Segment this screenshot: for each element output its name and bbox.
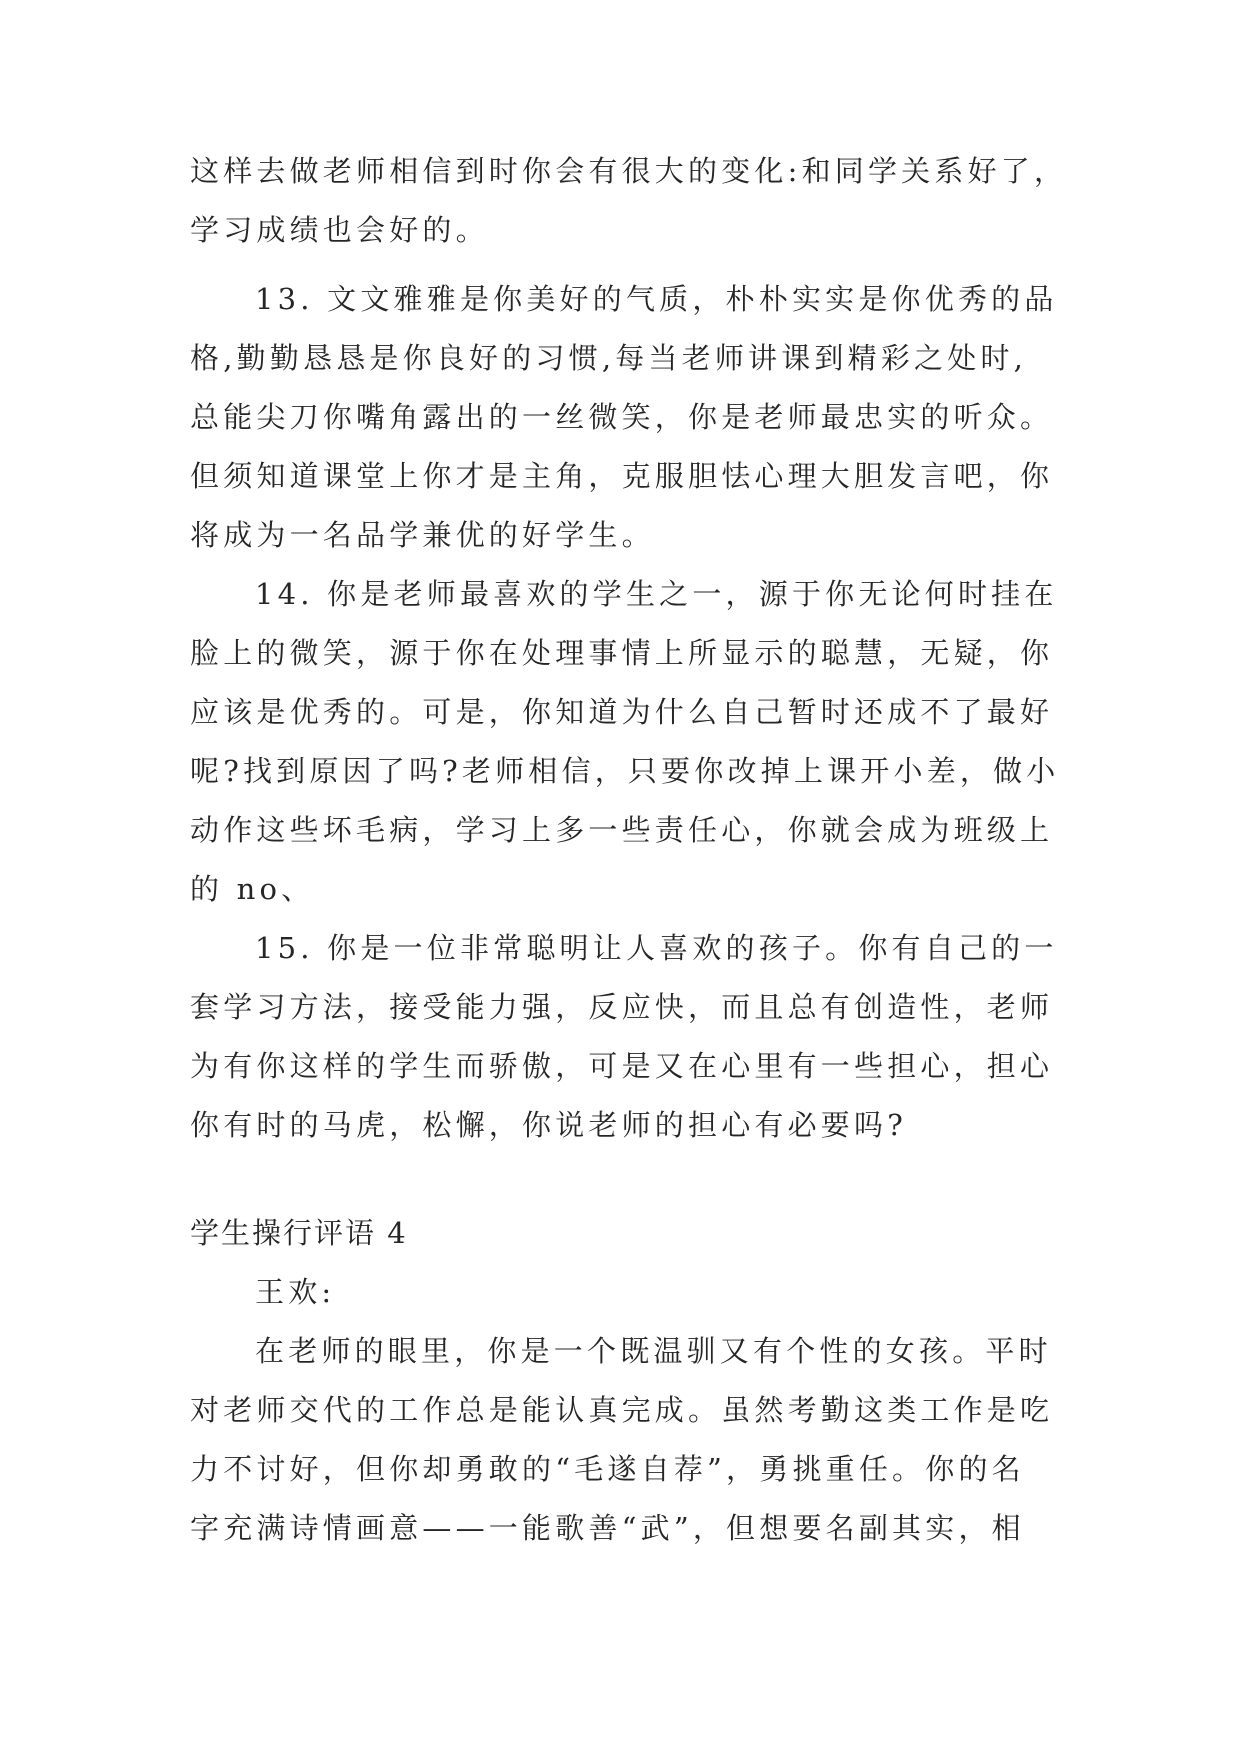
paragraph-14-start: 14. 你是老师最喜欢的学生之一，源于你无论何时挂在 xyxy=(255,577,1058,611)
text-line: 力不讨好，但你却勇敢的“毛遂自荐”，勇挑重任。你的名 xyxy=(190,1452,1025,1486)
text-line: 应该是优秀的。可是，你知道为什么自己暂时还成不了最好 xyxy=(190,695,1054,729)
text-line: 字充满诗情画意——一能歌善“武”，但想要名副其实，相 xyxy=(190,1511,1025,1545)
text-line: 对老师交代的工作总是能认真完成。虽然考勤这类工作是吃 xyxy=(190,1393,1054,1427)
student-name: 王欢: xyxy=(255,1275,336,1309)
text-line: 为有你这样的学生而骄傲，可是又在心里有一些担心，担心 xyxy=(190,1049,1054,1083)
text-line: 格,勤勤恳恳是你良好的习惯,每当老师讲课到精彩之处时, xyxy=(190,341,1028,375)
text-line: 你有时的马虎，松懈，你说老师的担心有必要吗? xyxy=(190,1108,907,1142)
text-line: 的 no、 xyxy=(190,872,315,906)
text-line: 但须知道课堂上你才是主角，克服胆怯心理大胆发言吧，你 xyxy=(190,459,1054,493)
text-line: 脸上的微笑，源于你在处理事情上所显示的聪慧，无疑，你 xyxy=(190,636,1054,670)
text-line: 将成为一名品学兼优的好学生。 xyxy=(190,518,655,552)
section-heading: 学生操行评语 4 xyxy=(190,1216,408,1250)
paragraph-15-start: 15. 你是一位非常聪明让人喜欢的孩子。你有自己的一 xyxy=(255,931,1058,965)
text-line: 套学习方法，接受能力强，反应快，而且总有创造性，老师 xyxy=(190,990,1054,1024)
text-line: 这样去做老师相信到时你会有很大的变化:和同学关系好了， xyxy=(190,154,1068,188)
paragraph-13-start: 13. 文文雅雅是你美好的气质，朴朴实实是你优秀的品 xyxy=(255,282,1058,316)
paragraph-comment-start: 在老师的眼里，你是一个既温驯又有个性的女孩。平时 xyxy=(255,1334,1052,1368)
text-line: 总能尖刀你嘴角露出的一丝微笑，你是老师最忠实的听众。 xyxy=(190,400,1054,434)
text-line: 动作这些坏毛病，学习上多一些责任心，你就会成为班级上 xyxy=(190,813,1054,847)
text-line: 学习成绩也会好的。 xyxy=(190,213,489,247)
text-line: 呢?找到原因了吗?老师相信，只要你改掉上课开小差，做小 xyxy=(190,754,1060,788)
